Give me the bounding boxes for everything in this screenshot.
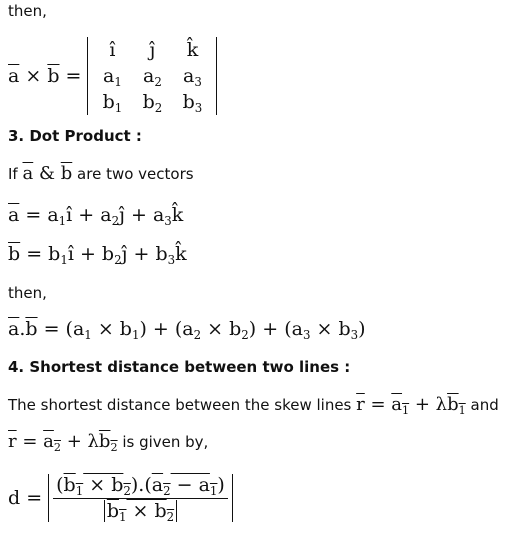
section-heading-dot-product: 3. Dot Product :: [8, 127, 142, 145]
ampersand: &: [38, 163, 55, 184]
distance-absolute-value: [48, 474, 233, 525]
cross-lhs: $\overline{a} \times \overline{b}$ =: [8, 65, 82, 87]
dot-intro-line: [8, 163, 194, 184]
line1-equation: $\overline{r} = a_1 + \lambda b_1$: [356, 394, 466, 417]
given-by-text: is given by,: [122, 433, 209, 451]
distance-fraction: [53, 474, 228, 525]
section-heading-shortest-distance: 4. Shortest distance between two lines :: [8, 358, 351, 376]
det-row-a: $a_1$ $a_2$ $a_3$: [103, 65, 202, 90]
vector-b: $\overline{b}$: [60, 163, 73, 184]
skew-lines-text: The shortest distance between the skew lines: [8, 396, 352, 414]
distance-formula: [8, 470, 233, 526]
skew-lines-sentence: [8, 394, 499, 415]
d-lhs: d =: [8, 487, 43, 509]
det-row-b: $b_1$ $b_2$ $b_3$: [102, 91, 203, 116]
determinant-matrix: [87, 37, 217, 115]
line2-sentence: [8, 431, 208, 452]
distance-numerator: $(b_1 \times b_2).(a_2 - a_1)$: [53, 474, 228, 499]
vector-b-equation: $\overline{b}$ = $b_1î$ + $b_2ĵ$ + $b_3k̂$: [8, 243, 187, 268]
vector-a-equation: $\overline{a}$ = $a_1î$ + $a_2ĵ$ + $a_3k̂$: [8, 204, 184, 229]
line2-equation: $\overline{r} = a_2 + \lambda b_2$: [8, 431, 118, 454]
if-text: If: [8, 165, 18, 183]
distance-denominator: $b_1 \times b_2$: [104, 499, 177, 522]
vector-a: $\overline{a}$: [22, 163, 34, 184]
are-two-vectors-text: are two vectors: [77, 165, 194, 183]
and-text: and: [470, 396, 499, 414]
then-label: then,: [8, 2, 47, 20]
cross-product-equation: [8, 38, 217, 114]
det-row-unit-vectors: î ĵ k̂: [109, 39, 199, 61]
then-label-2: then,: [8, 284, 47, 302]
dot-product-result: $\overline{a}.\overline{b} = (a_1 \times b_1) + (a_2 \times b_2) + (a_3 \times b_3)$: [8, 318, 366, 343]
